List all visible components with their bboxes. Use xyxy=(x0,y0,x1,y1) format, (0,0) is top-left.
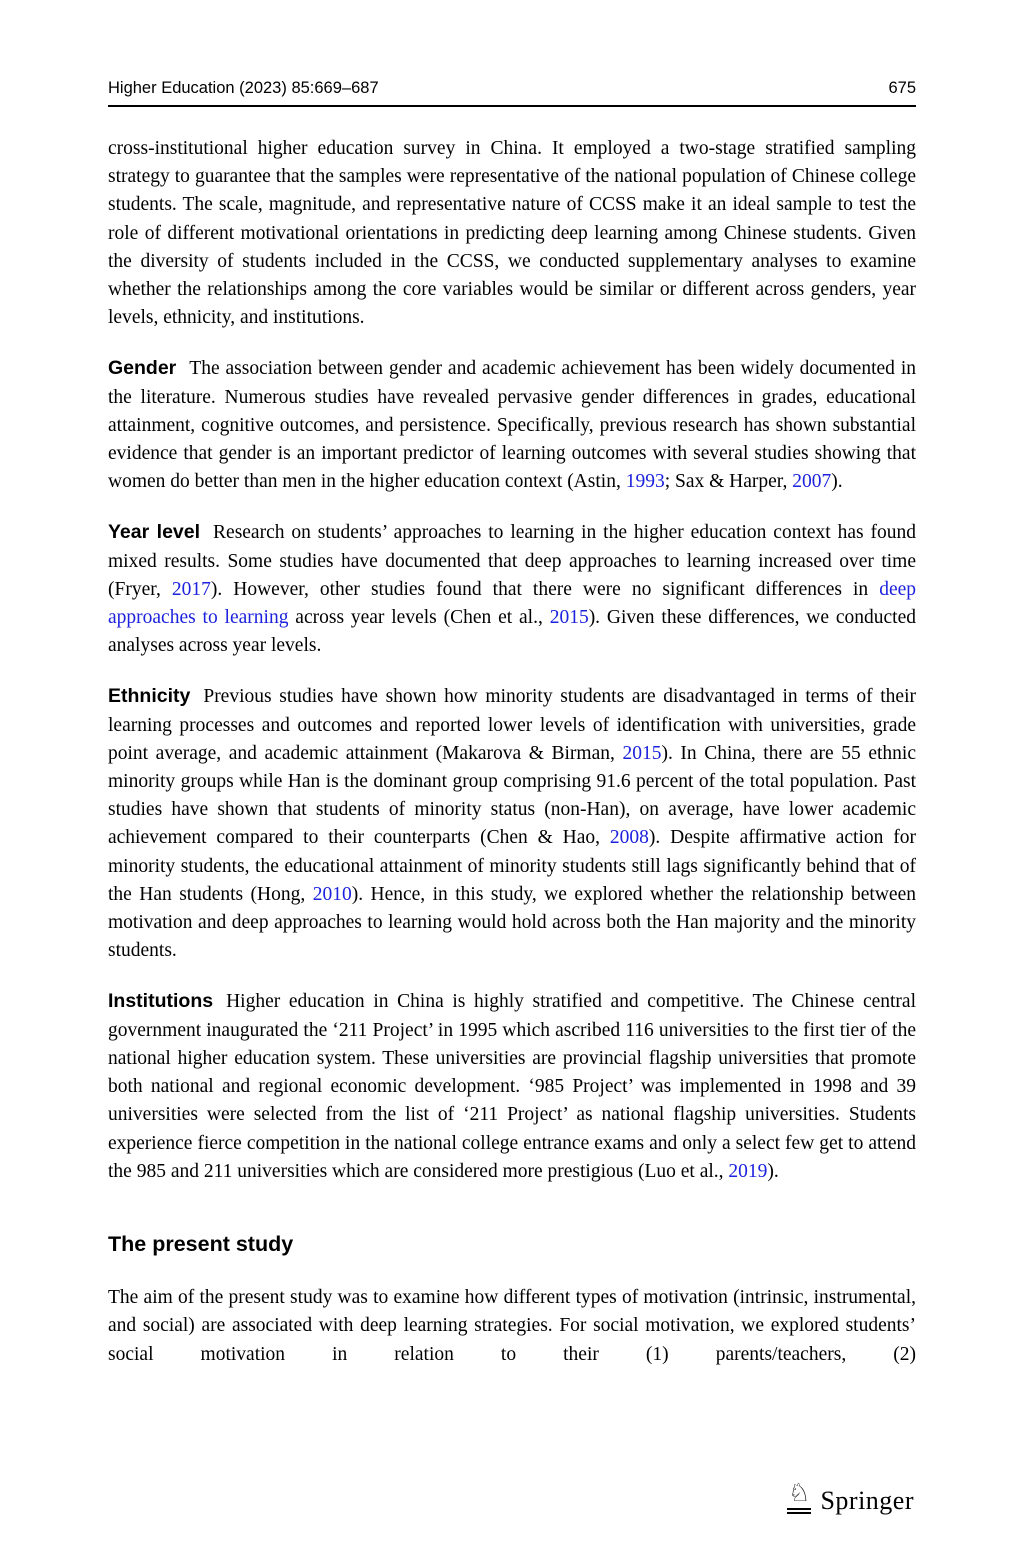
citation-link[interactable]: 2008 xyxy=(609,827,649,849)
citation-link[interactable]: deep approaches to learning xyxy=(108,578,916,629)
paragraph-year-level xyxy=(108,518,916,660)
present-study-text xyxy=(108,1287,916,1364)
journal-citation: Higher Education (2023) 85:669–687 xyxy=(108,79,379,97)
header-rule xyxy=(108,105,916,107)
institutions-run-in-heading: Institutions xyxy=(108,990,214,1013)
text-run: ). However, other studies found that there were no significant differences in xyxy=(210,578,880,600)
paragraph-ethnicity xyxy=(108,682,916,965)
citation-link[interactable]: 2019 xyxy=(728,1160,768,1182)
page-number: 675 xyxy=(888,79,916,97)
text-run: Previous studies have shown how minority students are disadvantaged in terms of their learning processes and outcomes and reported lower levels of identification with universities, grade point average, and academic attainment (Makarova & Birman, xyxy=(108,686,916,764)
citation-link[interactable]: 2015 xyxy=(622,742,662,764)
citation-link[interactable]: 1993 xyxy=(625,471,665,493)
paragraph-present-study xyxy=(108,1284,916,1369)
article-body xyxy=(108,135,916,1369)
text-run: ). xyxy=(831,471,843,493)
citation-link[interactable]: 2015 xyxy=(549,607,589,629)
citation-link[interactable]: 2010 xyxy=(312,883,352,905)
section-heading-present-study: The present study xyxy=(108,1231,294,1256)
citation-link[interactable]: 2007 xyxy=(792,471,832,493)
text-run: across year levels (Chen et al., xyxy=(288,607,550,629)
text-run: The aim of the present study was to examine how different types of motivation (intrinsic, instrumental, and social) are associated with deep learning strategies. For social motivation, we explored students’ social motivation in relation to their (1) parents/teachers, (2) xyxy=(108,1287,916,1365)
text-run: Higher education in China is highly stratified and competitive. The Chinese central government inaugurated the ‘211 Project’ in 1995 which ascribed 116 universities to the first tier of the national higher education system. These universities are provincial flagship universities that promote both national and regional economic development. ‘985 Project’ was implemented in 1998 and 39 universities were selected from the list of ‘211 Project’ as national flagship universities. Students experience fierce competition in the national college entrance exams and only a select few get to attend the 985 and 211 universities which are considered more prestigious (Luo et al., xyxy=(108,991,916,1182)
ethnicity-run-in-heading: Ethnicity xyxy=(108,685,191,708)
paragraph-institutions xyxy=(108,987,916,1185)
gender-text xyxy=(108,358,916,492)
paragraph-intro xyxy=(108,135,916,332)
ethnicity-text xyxy=(108,686,916,961)
springer-knight-icon: ♘ xyxy=(787,1481,811,1514)
text-run: Research on students’ approaches to learning in the higher education context has found mixed results. Some studies have documented that deep approaches to learning increased over time (Fryer, xyxy=(108,522,916,600)
intro-text xyxy=(108,138,916,328)
text-run: ). Despite affirmative action for minority students, the educational attainment of minority students still lags significantly behind that of the Han students (Hong, xyxy=(108,827,916,905)
text-run: ). In China, there are 55 ethnic minority groups while Han is the dominant group comprising 91.6 percent of the total population. Past studies have shown that students of minority status (non-Han), on average, have lower academic achievement compared to their counterparts (Chen & Hao, xyxy=(108,742,916,849)
paragraph-gender xyxy=(108,354,916,496)
gender-run-in-heading: Gender xyxy=(108,357,177,380)
year-level-run-in-heading: Year level xyxy=(108,521,201,544)
year-level-text xyxy=(108,522,916,656)
publisher-name: Springer xyxy=(820,1486,914,1515)
text-run: ; Sax & Harper, xyxy=(664,471,793,493)
citation-link[interactable]: 2017 xyxy=(171,578,211,600)
text-run: ). Given these differences, we conducted analyses across year levels. xyxy=(108,607,916,657)
institutions-text xyxy=(108,991,916,1181)
text-run: The association between gender and academic achievement has been widely documented in the literature. Numerous studies have revealed pervasive gender differences in grades, educational attainment, cognitive outcomes, and persistence. Specifically, previous research has shown substantial evidence that gender is an important predictor of learning outcomes with several studies showing that women do better than men in the higher education context (Astin, xyxy=(108,358,916,493)
springer-logo xyxy=(787,1481,914,1514)
text-run: ). Hence, in this study, we explored whether the relationship between motivation and deep approaches to learning would hold across both the Han majority and the minority students. xyxy=(108,883,916,962)
text-run: ). xyxy=(767,1160,779,1182)
page-header xyxy=(108,78,916,98)
text-run: cross-institutional higher education survey in China. It employed a two-stage stratified sampling strategy to guarantee that the samples were representative of the national population of Chinese college students. The scale, magnitude, and representative nature of CCSS make it an ideal sample to test the role of different motivational orientations in predicting deep learning among Chinese students. Given the diversity of students included in the CCSS, we conducted supplementary analyses to examine whether the relationships among the core variables would be similar or different across genders, year levels, ethnicity, and institutions. xyxy=(108,138,916,329)
